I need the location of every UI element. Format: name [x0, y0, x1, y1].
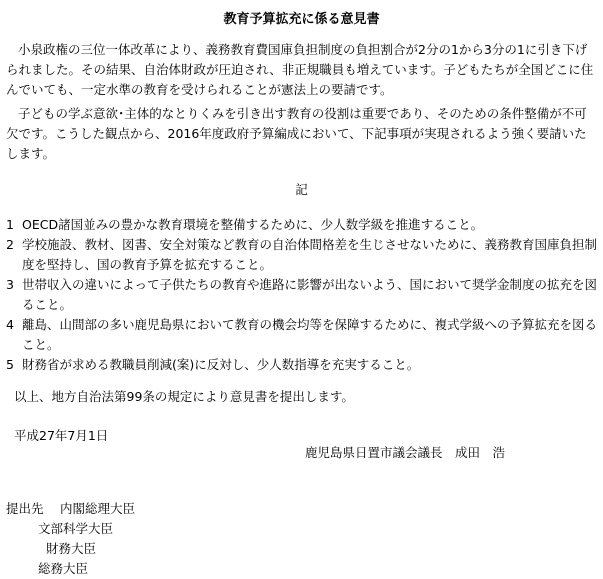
request-item — [6, 235, 598, 275]
ki-heading: 記 — [295, 182, 308, 197]
submission-block — [6, 499, 306, 579]
recipient: 財務大臣 — [46, 541, 97, 556]
submission-row — [6, 539, 306, 559]
item-text: 世帯収入の違いによって子供たちの教育や進路に影響が出ないよう、国において奨学金制度の拡充を図ること。 — [22, 277, 598, 312]
submission-label: 提出先 — [6, 501, 44, 516]
document-date: 平成27年7月1日 — [14, 428, 109, 443]
request-items-list — [6, 215, 598, 375]
request-item — [6, 315, 598, 355]
signatory: 鹿児島県日置市議会議長 成田 浩 — [305, 445, 506, 460]
recipient: 内閣総理大臣 — [60, 501, 136, 516]
body-paragraph-2: 子どもの学ぶ意欲･主体的なとりくみを引き出す教育の役割は重要であり、そのための条件整備が不可欠です。こうした観点から、2016年度政府予算編成において、下記事項が実現されるよう強く要請いたします。 — [6, 106, 587, 161]
item-number: 5 — [6, 357, 14, 372]
request-item — [6, 215, 598, 235]
document-title: 教育予算拡充に係る意見書 — [223, 12, 380, 27]
submission-row — [6, 559, 306, 579]
item-number: 3 — [6, 277, 14, 292]
item-text: 離島、山間部の多い鹿児島県において教育の機会均等を保障するために、複式学級への予算拡充を図ること。 — [22, 317, 598, 352]
recipient: 文部科学大臣 — [38, 521, 114, 536]
request-item — [6, 355, 598, 375]
item-number: 1 — [6, 217, 14, 232]
item-number: 4 — [6, 317, 14, 332]
request-item — [6, 275, 598, 315]
body-paragraph-1: 小泉政権の三位一体改革により、義務教育費国庫負担制度の負担割合が2分の1から3分の1に引き下げられました。その結果、自治体財政が圧迫され、非正規職員も増えています。子どもたちが全国どこに住んでいても、一定水準の教育を受けられることが憲法上の要請です。 — [6, 42, 594, 97]
closing-statement: 以上、地方自治法第99条の規定により意見書を提出します。 — [14, 389, 354, 404]
recipient: 総務大臣 — [38, 561, 89, 576]
submission-row — [6, 519, 306, 539]
item-text: 学校施設、教材、図書、安全対策など教育の自治体間格差を生じさせないために、義務教育国庫負担制度を堅持し、国の教育予算を拡充すること。 — [22, 237, 598, 272]
item-text: OECD諸国並みの豊かな教育環境を整備するために、少人数学級を推進すること。 — [22, 217, 484, 232]
item-text: 財務省が求める教職員削減(案)に反対し、少人数指導を充実すること。 — [22, 357, 420, 372]
submission-row — [6, 499, 306, 519]
item-number: 2 — [6, 237, 14, 252]
